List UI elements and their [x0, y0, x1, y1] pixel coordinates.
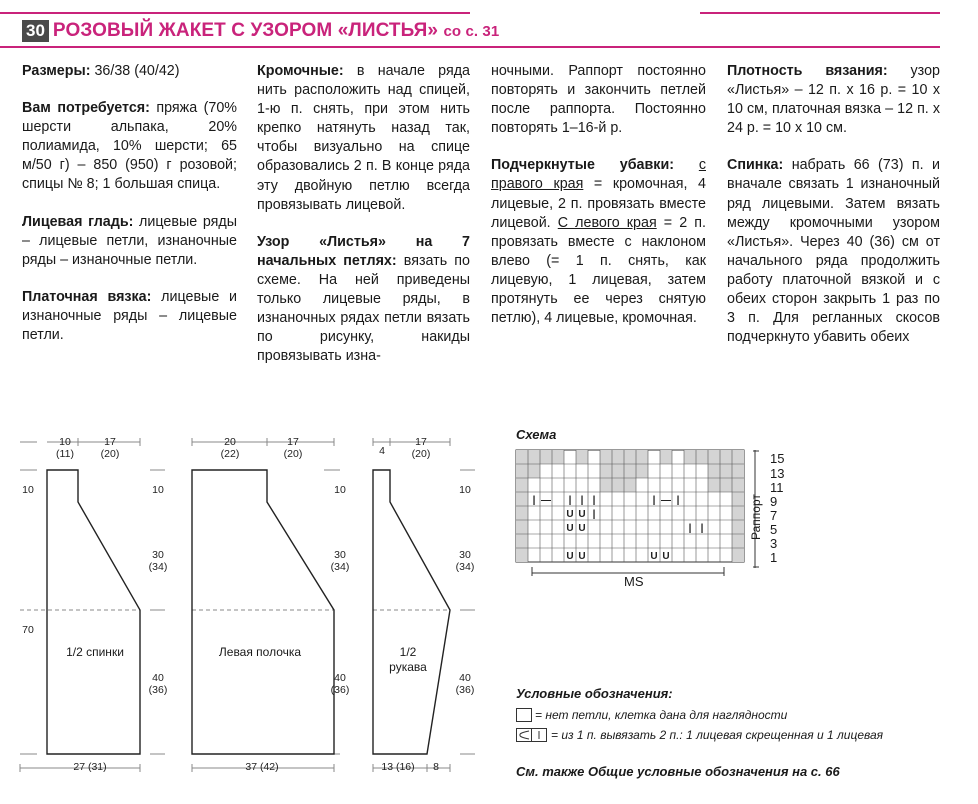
knitting-chart — [514, 448, 754, 576]
front-right-measure-2: 30 (34) — [330, 549, 350, 573]
back-label: Спинка: — [727, 157, 784, 174]
chart-empty-cell — [516, 478, 528, 492]
chart-empty-cell — [732, 534, 744, 548]
stockinette-paragraph — [22, 213, 237, 270]
chart-empty-cell — [612, 478, 624, 492]
back-piece-label: 1/2 спинки — [66, 645, 124, 659]
leaf-pattern-text: вязать по схеме. На ней приведены только лицевые ряды, в изнаночных рядах петли вязать по рисунку, накиды провязывать изна- — [257, 252, 470, 365]
decrease-right-label: с правого края — [491, 157, 706, 193]
row-number: 11 — [770, 480, 784, 495]
legend-item-1-text: = нет петли, клетка дана для наглядности — [535, 708, 788, 722]
back-top-right-measure: 17 (20) — [100, 436, 120, 460]
decreases-label: Подчеркнутые убавки: — [491, 157, 675, 174]
front-bottom-measure: 37 (42) — [245, 761, 279, 773]
chart-empty-cell — [732, 520, 744, 534]
gauge-label: Плотность вязания: — [727, 63, 888, 79]
back-right-measure-1: 10 — [152, 484, 164, 496]
header-bottom-rule — [0, 46, 940, 48]
chart-empty-cell — [732, 464, 744, 478]
title-page-ref: со с. 31 — [443, 23, 500, 40]
rapport-label: Раппорт — [749, 494, 763, 540]
back-paragraph — [727, 156, 940, 347]
row-number: 9 — [770, 494, 778, 509]
chart-stitch-symbol: U — [578, 523, 586, 534]
sleeve-bottom-measure-2: 8 — [433, 761, 439, 773]
chart-empty-cell — [552, 450, 564, 464]
chart-empty-cell — [516, 534, 528, 548]
schema-title: Схема — [516, 427, 557, 442]
chart-empty-cell — [708, 450, 720, 464]
legend-title: Условные обозначения: — [516, 686, 673, 701]
chart-empty-cell — [516, 548, 528, 562]
chart-empty-cell — [636, 464, 648, 478]
back-right-measure-2: 30 (34) — [148, 549, 168, 573]
chart-stitch-symbol: U — [566, 523, 574, 534]
edge-label: Кромочные: — [257, 63, 344, 79]
chart-stitch-symbol: | — [592, 495, 596, 506]
chart-stitch-symbol: U — [662, 551, 670, 562]
sleeve-right-measure-2: 30 (34) — [455, 549, 475, 573]
chart-empty-cell — [636, 450, 648, 464]
row-number: 13 — [770, 466, 785, 481]
chart-stitch-symbol: | — [676, 495, 680, 506]
chart-empty-cell — [624, 478, 636, 492]
back-text: набрать 66 (73) п. и вначале связать 1 изнаночный ряд лицевыми. Затем вязать между кромочными узором «Листья». Через 40 (36) см от начального ряда продолжить работу платочной вязкой и с обеих сторон закрыть 1 раз по 3 п. Для регланных скосов подчеркнуто убавить обеих — [727, 157, 940, 346]
back-right-measure-3: 40 (36) — [148, 672, 168, 696]
chart-empty-cell — [528, 450, 540, 464]
legend-item-increase — [516, 728, 883, 742]
chart-empty-cell — [624, 464, 636, 478]
chart-stitch-symbol: | — [652, 495, 656, 506]
chart-empty-cell — [732, 478, 744, 492]
row-number: 7 — [770, 508, 778, 523]
sleeve-bottom-measure-1: 13 (16) — [381, 761, 415, 773]
chart-stitch-symbol: U — [578, 551, 586, 562]
row-number: 3 — [770, 536, 778, 551]
legend-item-2-text: = из 1 п. вывязать 2 п.: 1 лицевая скрещенная и 1 лицевая — [551, 728, 884, 742]
chart-empty-cell — [696, 450, 708, 464]
sleeve-piece-outline — [373, 470, 450, 754]
garter-paragraph — [22, 288, 237, 345]
chart-empty-cell — [540, 450, 552, 464]
chart-empty-cell — [720, 450, 732, 464]
text-column-1 — [22, 62, 237, 363]
front-piece-label: Левая полочка — [218, 645, 302, 659]
row-number: 15 — [770, 451, 785, 466]
edge-paragraph — [257, 62, 470, 215]
sleeve-piece-label: 1/2 рукава — [389, 645, 427, 674]
edge-text: в начале ряда нить расположить над спицей, 1-ю п. снять, при этом нить крепко натянуть назад так, чтобы визуально на спице образовались 2 п. В конце ряда эту двойную петлю всегда провязывать лицевой. — [257, 63, 470, 213]
decrease-right-text: = кромочная, 4 лицевые, 2 п. провязать вместе лицевой. — [491, 176, 706, 231]
row-number: 5 — [770, 522, 778, 537]
chart-empty-cell — [600, 464, 612, 478]
back-left-measure-1: 10 — [22, 484, 34, 496]
back-top-left-measure: 10 (11) — [56, 436, 74, 460]
title-text: РОЗОВЫЙ ЖАКЕТ С УЗОРОМ «ЛИСТЬЯ» — [52, 20, 439, 41]
materials-text: пряжа (70% шерсти альпака, 20% полиамида, 10% шерсти; 65 м/50 г) – 850 (950) г розовой; спицы № 8; 1 большая спица. — [22, 100, 237, 193]
back-bottom-measure: 27 (31) — [73, 761, 107, 773]
chart-empty-cell — [600, 450, 612, 464]
chart-empty-cell — [516, 450, 528, 464]
decrease-left-label: С левого края — [557, 214, 657, 231]
sleeve-right-measure-3: 40 (36) — [455, 672, 475, 696]
stockinette-text: лицевые ряды – лицевые петли, изнаночные ряды – изнаночные петли. — [22, 213, 237, 268]
gauge-text: узор «Листья» – 12 п. х 16 р. = 10 х 10 см, платочная вязка – 12 п. х 24 р. = 10 х 10 см. — [727, 63, 940, 137]
chart-empty-cell — [516, 464, 528, 478]
gauge-paragraph — [727, 62, 940, 138]
front-piece-outline — [192, 470, 334, 754]
header-top-rule — [0, 12, 470, 14]
front-right-measure-3: 40 (36) — [330, 672, 350, 696]
text-column-3 — [491, 62, 706, 346]
chart-stitch-symbol: U — [566, 509, 574, 520]
front-top-right-measure: 17 (20) — [283, 436, 303, 460]
chart-empty-cell — [516, 492, 528, 506]
chart-stitch-symbol: | — [688, 523, 692, 534]
leaf-pattern-paragraph — [257, 233, 470, 367]
chart-grid — [516, 450, 744, 562]
sizes-paragraph — [22, 62, 237, 81]
chart-empty-cell — [624, 450, 636, 464]
chart-empty-cell — [708, 478, 720, 492]
sleeve-top-right-measure: 17 (20) — [411, 436, 431, 460]
sizes-text: 36/38 (40/42) — [94, 63, 180, 79]
chart-empty-cell — [720, 478, 732, 492]
chart-row-numbers — [770, 453, 784, 566]
chart-empty-cell — [600, 478, 612, 492]
chart-empty-cell — [612, 450, 624, 464]
chart-stitch-symbol: U — [566, 551, 574, 562]
ms-label: MS — [624, 574, 644, 589]
page-title — [53, 20, 499, 42]
garter-text: лицевые и изнаночные ряды – лицевые петли. — [22, 288, 237, 344]
chart-stitch-symbol: | — [580, 495, 584, 506]
chart-empty-cell — [576, 450, 588, 464]
chart-stitch-symbol: — — [661, 495, 671, 506]
chart-stitch-symbol: | — [592, 509, 596, 520]
chart-empty-cell — [528, 464, 540, 478]
chart-empty-cell — [732, 450, 744, 464]
chart-empty-cell — [684, 450, 696, 464]
chart-empty-cell — [516, 506, 528, 520]
front-top-left-measure: 20 (22) — [220, 436, 240, 460]
chart-stitch-symbol: | — [568, 495, 572, 506]
chart-empty-cell — [612, 464, 624, 478]
page-header — [22, 20, 499, 42]
chart-stitch-symbol: | — [700, 523, 704, 534]
text-column-4 — [727, 62, 940, 365]
leaf-pattern-label: Узор «Листья» на 7 начальных петлях: — [257, 233, 470, 269]
decrease-left-text: = 2 п. провязать вместе с наклоном влево (= 1 п. снять, как лицевую, 1 лицевая, затем протянуть ее через снятую петлю), 4 лицевые, кромочная. — [491, 214, 706, 327]
chart-empty-cell — [732, 506, 744, 520]
sleeve-right-measure-1: 10 — [459, 484, 471, 496]
page-number: 30 — [22, 20, 49, 42]
back-piece-outline — [47, 470, 140, 754]
pattern-continuation: ночными. Раппорт постоянно повторять и закончить петлей после раппорта. Постоянно повторять 1–16-й р. — [491, 63, 706, 137]
empty-cell-icon — [516, 708, 532, 722]
stockinette-label: Лицевая гладь: — [22, 213, 134, 230]
chart-empty-cell — [732, 492, 744, 506]
chart-empty-cell — [708, 464, 720, 478]
legend-item-no-stitch — [516, 708, 787, 722]
header-top-rule-right — [700, 12, 940, 14]
chart-stitch-symbol: U — [650, 551, 658, 562]
chart-empty-cell — [732, 548, 744, 562]
pattern-pieces-diagram — [0, 430, 490, 790]
see-also-note: См. также Общие условные обозначения на с. 66 — [516, 764, 840, 779]
front-right-measure-1: 10 — [334, 484, 346, 496]
materials-label: Вам потребуется: — [22, 100, 150, 117]
increase-symbol-icon — [516, 728, 548, 742]
sizes-label: Размеры: — [22, 63, 91, 79]
materials-paragraph — [22, 99, 237, 194]
chart-stitch-symbol: | — [532, 495, 536, 506]
chart-empty-cell — [516, 520, 528, 534]
garter-label: Платочная вязка: — [22, 288, 152, 305]
sleeve-top-left-measure: 4 — [379, 445, 385, 457]
chart-stitch-symbol: — — [541, 495, 551, 506]
row-number: 1 — [770, 550, 778, 565]
chart-empty-cell — [720, 464, 732, 478]
chart-stitch-symbol: U — [578, 509, 586, 520]
decreases-paragraph — [491, 156, 706, 328]
chart-empty-cell — [660, 450, 672, 464]
back-left-measure-2: 70 — [22, 624, 34, 636]
text-column-2 — [257, 62, 470, 384]
